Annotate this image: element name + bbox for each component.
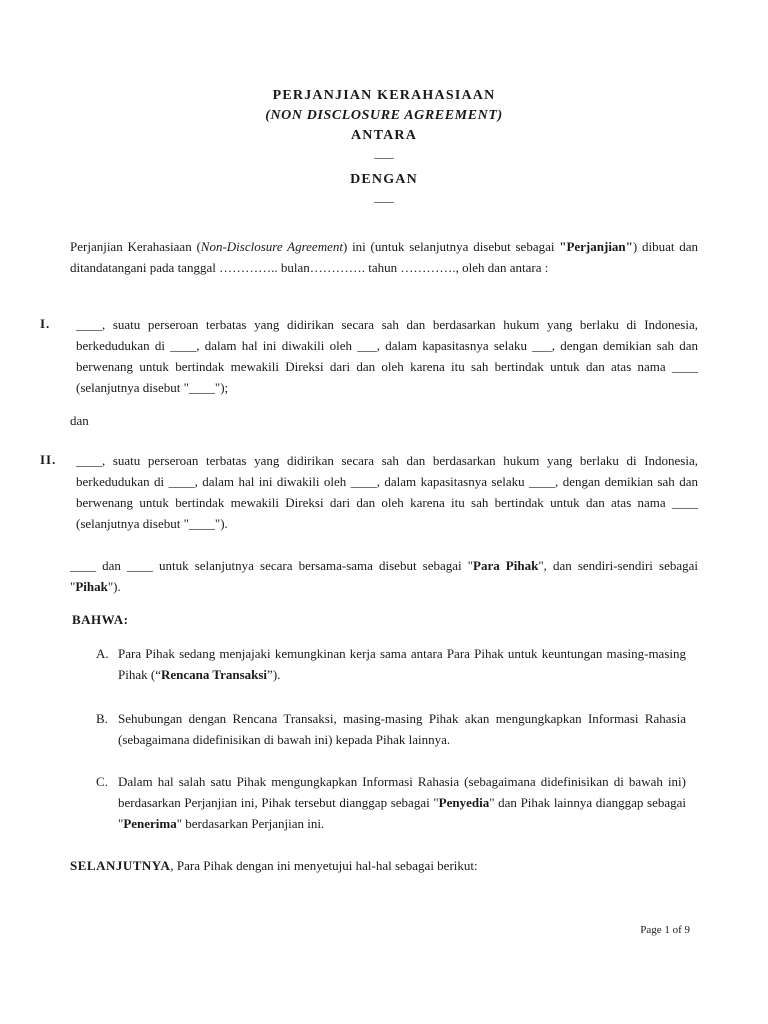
intro-italic: Non-Disclosure Agreement xyxy=(200,239,343,254)
party-paragraph-2: ____, suatu perseroan terbatas yang didirikan secara sah dan berdasarkan hukum yang berlaku di Indonesia, berkedudukan di ____, dalam hal ini diwakili oleh ____, dalam kapasitasnya selaku ____, dengan demikian sah dan berwenang untuk bertindak mewakili Direksi dari dan oleh karena itu sah bertindak untuk dan atas nama ____ (selanjutnya disebut "____"). xyxy=(76,453,698,531)
recital-a-text-2: ”). xyxy=(267,667,281,682)
collective-text-3: "). xyxy=(107,579,121,594)
title-block xyxy=(0,86,768,214)
document-title: PERJANJIAN KERAHASIAAN xyxy=(272,88,496,103)
collective-text-1: ____ dan ____ untuk selanjutnya secara bersama-sama disebut sebagai " xyxy=(70,558,474,573)
recital-c-bold-1: Penyedia xyxy=(438,795,490,810)
collective-bold-1: Para Pihak xyxy=(473,558,539,573)
closing-paragraph xyxy=(70,855,698,876)
intro-text-2: ) ini (untuk selanjutnya disebut sebagai xyxy=(342,239,560,254)
recital-letter-a: A. xyxy=(96,646,109,661)
closing-text: , Para Pihak dengan ini menyetujui hal-hal sebagai berikut: xyxy=(170,858,478,873)
recital-text-c xyxy=(118,771,686,834)
party-paragraph-1: ____, suatu perseroan terbatas yang didirikan secara sah dan berdasarkan hukum yang berlaku di Indonesia, berkedudukan di ____, dalam hal ini diwakili oleh ___, dalam kapasitasnya selaku ___, dengan demikian sah dan berwenang untuk bertindak mewakili Direksi dari dan oleh karena itu sah bertindak untuk dan atas nama ____ (selanjutnya disebut "____"); xyxy=(76,317,698,395)
title-dengan: DENGAN xyxy=(350,172,418,187)
page-number: Page 1 of 9 xyxy=(640,924,690,936)
title-blank-second: ___ xyxy=(374,189,394,204)
intro-paragraph xyxy=(70,236,698,278)
intro-text-3: ) dibuat dan ditandatangani pada tanggal ………….. bulan…………. tahun …………., oleh dan antara : xyxy=(70,239,698,275)
document-subtitle: (NON DISCLOSURE AGREEMENT) xyxy=(265,108,503,123)
collective-paragraph xyxy=(70,555,698,597)
recital-text-b xyxy=(118,708,686,750)
intro-text-1: Perjanjian Kerahasiaan ( xyxy=(70,239,201,254)
recital-c-bold-2: Penerima xyxy=(123,816,177,831)
party-numeral-2: II. xyxy=(40,452,57,467)
recital-letter-c: C. xyxy=(96,774,108,789)
party-numeral-1: I. xyxy=(40,316,51,331)
recital-c-text-2: " dan Pihak lainnya dianggap sebagai " xyxy=(118,795,686,831)
recital-letter-b: B. xyxy=(96,711,108,726)
intro-bold: "Perjanjian" xyxy=(559,239,633,254)
recital-c-text-1: Dalam hal salah satu Pihak mengungkapkan Informasi Rahasia (sebagaimana didefinisikan di bawah ini) berdasarkan Perjanjian ini, Pihak tersebut dianggap sebagai " xyxy=(118,774,686,810)
bahwa-heading: BAHWA: xyxy=(72,612,129,627)
recital-a-bold-1: Rencana Transaksi xyxy=(160,667,268,682)
recital-c-text-3: " berdasarkan Perjanjian ini. xyxy=(176,816,325,831)
collective-text-2: ", dan sendiri-sendiri sebagai " xyxy=(70,558,698,594)
recital-a-text-1: Para Pihak sedang menjajaki kemungkinan kerja sama antara Para Pihak untuk keuntungan masing-masing Pihak (“ xyxy=(118,646,686,682)
title-antara: ANTARA xyxy=(350,128,418,143)
title-blank-first: ___ xyxy=(374,145,394,160)
collective-bold-2: Pihak xyxy=(75,579,108,594)
closing-bold: SELANJUTNYA xyxy=(70,858,171,873)
recital-b-text-1: Sehubungan dengan Rencana Transaksi, masing-masing Pihak akan mengungkapkan Informasi Rahasia (sebagaimana didefinisikan di bawah ini) kepada Pihak lainnya. xyxy=(118,711,686,747)
conjunction-dan: dan xyxy=(70,413,89,428)
recital-text-a xyxy=(118,643,686,685)
